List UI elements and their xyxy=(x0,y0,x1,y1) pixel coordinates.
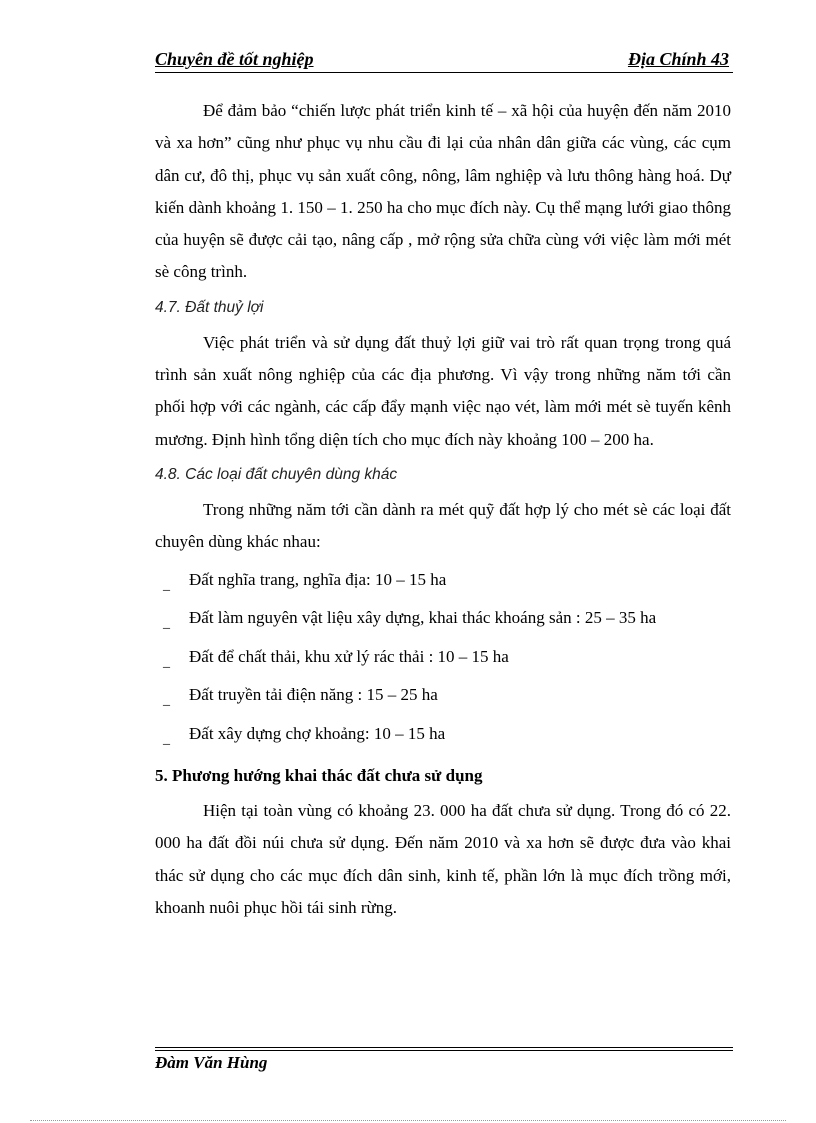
list-item: _ Đất làm nguyên vật liệu xây dựng, khai thác khoáng sản : 25 – 35 ha xyxy=(155,599,731,638)
bullet-dash: _ xyxy=(163,616,170,632)
paragraph-unused-land: Hiện tại toàn vùng có khoảng 23. 000 ha đất chưa sử dụng. Trong đó có 22. 000 ha đất đồi núi chưa sử dụng. Đến năm 2010 và xa hơn sẽ được đưa vào khai thác sử dụng cho các mục đích dân sinh, kinh tế, phần lớn là mục đích trồng mới, khoanh nuôi phục hồi tái sinh rừng. xyxy=(155,801,731,917)
document-body xyxy=(155,95,731,924)
section-heading-4-8: 4.8. Các loại đất chuyên dùng khác xyxy=(155,465,398,483)
header-class: Địa Chính 43 xyxy=(627,49,729,69)
bullet-dash: _ xyxy=(163,654,170,670)
list-item: _ Đất để chất thải, khu xử lý rác thải : 10 – 15 ha xyxy=(155,638,731,677)
list-item: _ Đất nghĩa trang, nghĩa địa: 10 – 15 ha xyxy=(155,561,731,600)
page-edge-divider xyxy=(30,1120,786,1121)
bullet-dash: _ xyxy=(163,577,170,593)
list-item: _ Đất xây dựng chợ khoảng: 10 – 15 ha xyxy=(155,715,731,754)
list-item: _ Đất truyền tải điện năng : 15 – 25 ha xyxy=(155,676,731,715)
header-title: Chuyên đề tốt nghiệp xyxy=(155,49,314,69)
header-rule xyxy=(155,72,733,73)
bullet-dash: _ xyxy=(163,693,170,709)
land-use-list xyxy=(155,561,731,754)
author-name: Đàm Văn Hùng xyxy=(155,1053,268,1072)
paragraph-irrigation: Việc phát triển và sử dụng đất thuỷ lợi giữ vai trò rất quan trọng trong quá trình sản xuất nông nghiệp của các địa phương. Vì vậy trong những năm tới cần phối hợp với các ngành, các cấp đẩy mạnh việc nạo vét, làm mới mét sè tuyến kênh mương. Định hình tổng diện tích cho mục đích này khoảng 100 – 200 ha. xyxy=(155,332,731,449)
paragraph-special-land: Trong những năm tới cần dành ra mét quỹ đất hợp lý cho mét sè các loại đất chuyên dùng khác nhau: xyxy=(155,499,731,552)
paragraph-traffic: Để đảm bảo “chiến lược phát triển kinh tế – xã hội của huyện đến năm 2010 và xa hơn” cũng như phục vụ nhu cầu đi lại của nhân dân giữa các vùng, các cụm dân cư, đô thị, phục vụ sản xuất công, nông, lâm nghiệp và lưu thông hàng hoá. Dự kiến dành khoảng 1. 150 – 1. 250 ha cho mục đích này. Cụ thể mạng lưới giao thông của huyện sẽ được cải tạo, nâng cấp , mở rộng sửa chữa cùng với việc làm mới mét sè công trình. xyxy=(155,101,731,282)
bullet-dash: _ xyxy=(163,731,170,747)
footer-rule-thin xyxy=(155,1050,733,1051)
page-header xyxy=(155,47,733,73)
footer-rule xyxy=(155,1047,733,1048)
section-heading-4-7: 4.7. Đất thuỷ lợi xyxy=(155,298,264,316)
page-footer xyxy=(155,1047,733,1073)
section-heading-5: 5. Phương hướng khai thác đất chưa sử dụng xyxy=(155,766,483,786)
